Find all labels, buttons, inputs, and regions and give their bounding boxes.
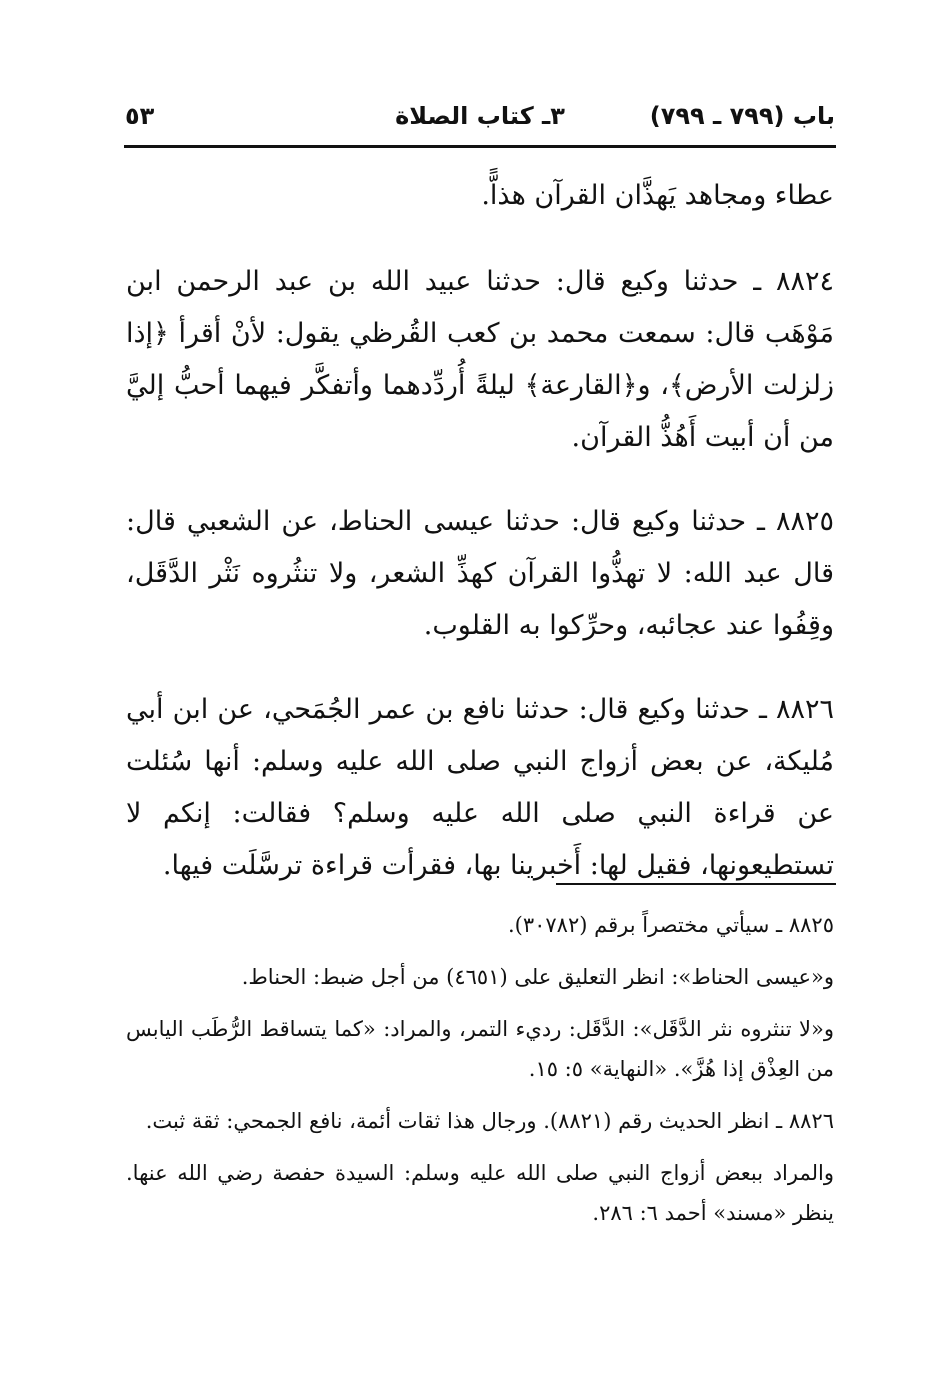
hadith-8825: ٨٨٢٥ ـ حدثنا وكيع قال: حدثنا عيسى الحناط، عن الشعبي قال: قال عبد الله: لا تهذُّوا القرآن كهذِّ الشعر، ولا تنثُروه نَثْر الدَّقَل، وقِفُوا عند عجائبه، وحرِّكوا به القلوب.: [126, 506, 834, 641]
running-header: [125, 98, 835, 142]
page-number: ٥٣: [125, 102, 155, 130]
footnote-8825: ٨٨٢٥ ـ سيأتي مختصراً برقم (٣٠٧٨٢).: [507, 913, 834, 937]
hadith-8824: ٨٨٢٤ ـ حدثنا وكيع قال: حدثنا عبيد الله بن عبد الرحمن ابن مَوْهَب قال: سمعت محمد بن كعب القُرظي يقول: لأنْ أقرأ ﴿إذا زلزلت الأرض﴾، و﴿القارعة﴾ ليلةً أُردِّدهما وأتفكَّر فيهما أحبُّ إليَّ من أن أبيت أَهُذُّ القرآن.: [126, 266, 834, 453]
chapter-title: باب (٧٩٩ ـ ٧٩٩): [649, 102, 835, 130]
hadith-8826: ٨٨٢٦ ـ حدثنا وكيع قال: حدثنا نافع بن عمر الجُمَحي، عن ابن أبي مُليكة، عن بعض أزواج النبي صلى الله عليه وسلم: أنها سُئلت عن قراءة النبي صلى الله عليه وسلم؟ فقالت: إنكم لا تستطيعونها، فقيل لها: أَخبرينا بها، فقرأت قراءة ترسَّلَت فيها.: [126, 694, 834, 881]
header-divider: [124, 145, 836, 148]
footnote-isa-alhannat: و«عيسى الحناط»: انظر التعليق على (٤٦٥١) من أجل ضبط: الحناط.: [241, 965, 834, 989]
footnote-8826: ٨٨٢٦ ـ انظر الحديث رقم (٨٨٢١). ورجال هذا ثقات أئمة، نافع الجمحي: ثقة ثبت.: [145, 1109, 834, 1133]
footnote-divider: [556, 883, 836, 885]
book-title: ٣ـ كتاب الصلاة: [395, 102, 565, 130]
intro-line: عطاء ومجاهد يَهذَّان القرآن هذاًّ.: [481, 180, 834, 211]
main-text: [126, 170, 834, 924]
footnotes: [126, 905, 834, 1245]
footnote-daqal: و«لا تنثروه نثر الدَّقَل»: الدَّقَل: رديء التمر، والمراد: «كما يتساقط الرُّطَب اليابس من العِذْق إذا هُزَّ». «النهاية» ٥: ١٥.: [126, 1017, 834, 1081]
footnote-hafsa: والمراد ببعض أزواج النبي صلى الله عليه وسلم: السيدة حفصة رضي الله عنها. ينظر «مسند» أحمد ٦: ٢٨٦.: [126, 1161, 834, 1225]
